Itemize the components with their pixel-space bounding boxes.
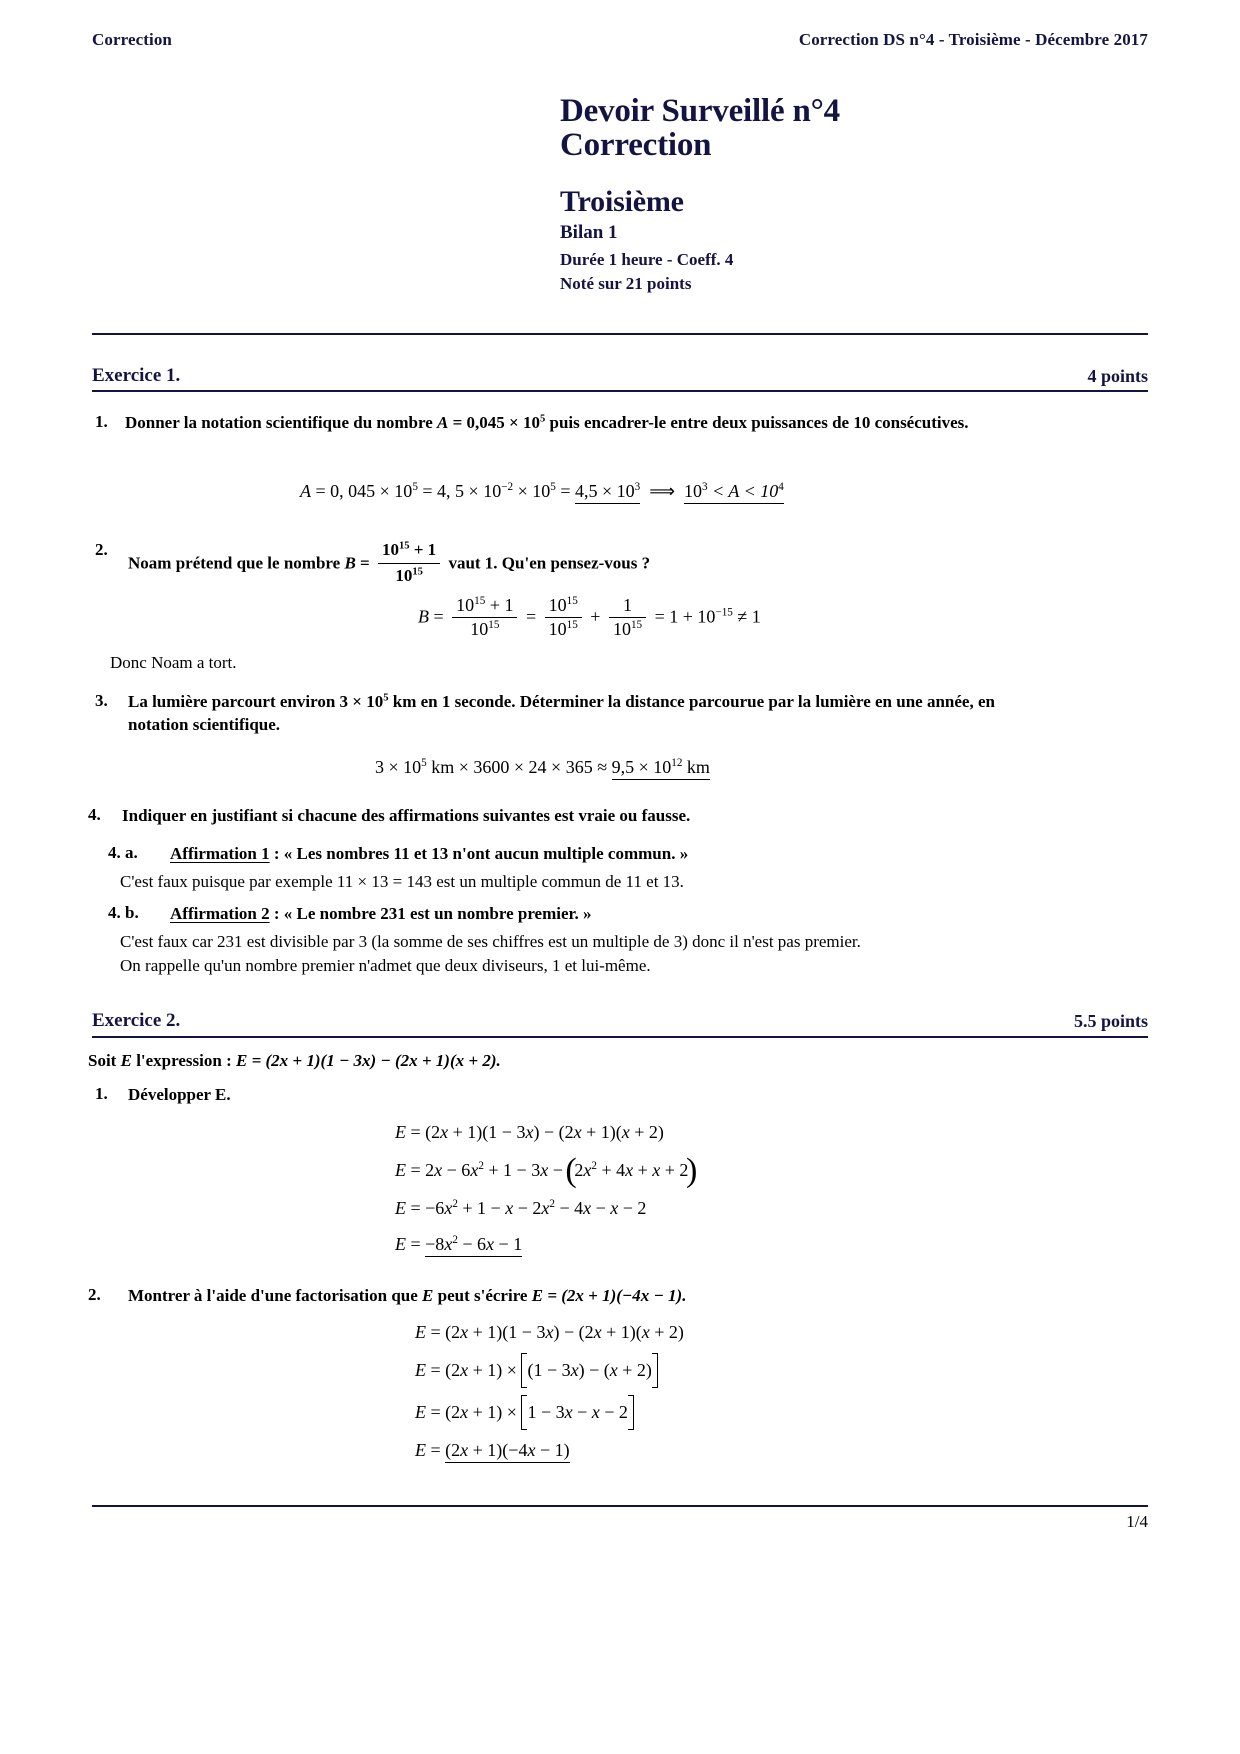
q3-math-result: $9,5 \times 10^{12}$ km (612, 757, 710, 780)
e2-q2-line4: E = (2x + 1)(−4x − 1) (415, 1440, 570, 1461)
title-block (560, 95, 840, 294)
q1-math-frame: $10^3 < A < 10^4$ (684, 481, 784, 504)
q1-math: A = 0, $045 \times 10^5 = 4$, $5 \times 10^{-2} \times 10^5 = 4,5 \times 10^3$ ⟹ $10^3 < A < 10^4$ (300, 481, 784, 502)
assessment-name: Bilan 1 (560, 221, 618, 243)
q1-number: 1. (95, 412, 108, 431)
q1-text-b: = 0,045 × 10 (448, 413, 540, 432)
exercise-1-divider (92, 390, 1148, 392)
q1-math-result: $4,5 \times 10^3$ (575, 481, 640, 504)
q4-number: 4. (88, 805, 101, 824)
q1-exp: 5 (540, 413, 546, 425)
q4b-number: 4. b. (108, 903, 139, 922)
e2-q1-line1: E = (2x + 1)(1 − 3x) − (2x + 1)(x + 2) (395, 1122, 664, 1142)
q2-math-frac1: $\frac{10^{15} + 1}{10^{15}}$ (452, 595, 517, 640)
exercise-1-title: Exercice 1. (92, 365, 181, 386)
q1-math-s2: 4, 5 × 10 (437, 481, 502, 501)
e2-q1-line4: $E = -8x^2 - 6x - 1$ (395, 1234, 522, 1255)
e2-q1-number: 1. (95, 1084, 108, 1103)
q4b-statement: Affirmation 2 : « Le nombre 231 est un nombre premier. » (170, 904, 592, 923)
e2-q2-line1: E = (2x + 1)(1 − 3x) − (2x + 1)(x + 2) (415, 1322, 684, 1342)
total-points: Noté sur 21 points (560, 273, 692, 293)
implies-arrow-icon: ⟹ (649, 481, 676, 501)
q4a-answer: C'est faux puisque par exemple 11 × 13 = 143 est un multiple commun de 11 et 13. (120, 872, 684, 891)
q1-math-s1e: 5 (412, 481, 418, 493)
document-title (560, 95, 840, 162)
q2-text-b: vaut 1. Qu'en pensez-vous ? (444, 553, 651, 573)
q2-math-tail: 1 + 10 (669, 606, 716, 627)
q2-math: B = $\frac{10^{15} + 1}{10^{15}}$ = $\frac{10^{15}}{10^{15}}$ + $\frac{1}{10^{15}}$ = $1 + 10^{-15} \ne 1$ (418, 595, 761, 639)
q2-number: 2. (95, 540, 108, 559)
q3-text-a: La lumière parcourt environ 3 × 10 (128, 692, 384, 711)
e2-q2-number: 2. (88, 1285, 101, 1304)
running-head-left: Correction (92, 30, 172, 49)
q2-math-frac3: $\frac{1}{10^{15}}$ (609, 595, 646, 640)
e2-q2-text: Montrer à l'aide d'une factorisation que E peut s'écrire E = (2x + 1)(−4x − 1). (128, 1286, 687, 1305)
q4-text: Indiquer en justifiant si chacune des affirmations suivantes est vraie ou fausse. (122, 806, 691, 825)
q2-var: B (344, 553, 356, 573)
q1-var: A (437, 413, 449, 432)
duration-coefficient: Durée 1 heure - Coeff. 4 (560, 249, 734, 269)
q3-number: 3. (95, 691, 108, 710)
exercise-1-header (92, 365, 1148, 387)
exercise-2-intro: Soit E l'expression : E = (2x + 1)(1 − 3x) − (2x + 1)(x + 2). (88, 1051, 501, 1070)
exercise-2-divider (92, 1036, 1148, 1038)
header-divider (92, 333, 1148, 335)
q1-text-a: Donner la notation scientifique du nombre (125, 413, 438, 432)
q2-text-a: Noam prétend que le nombre (128, 553, 345, 573)
q1-math-s2e: −2 (501, 481, 514, 493)
e2-q2-target-form: E = (2x + 1)(−4x − 1). (531, 1286, 687, 1305)
exercise-2-title: Exercice 2. (92, 1010, 181, 1031)
q4a-statement: Affirmation 1 : « Les nombres 11 et 13 n'ont aucun multiple commun. » (170, 844, 689, 863)
q4b-answer-line2: On rappelle qu'un nombre premier n'admet que deux diviseurs, 1 et lui-même. (120, 956, 651, 975)
q1-text (125, 412, 1020, 435)
exercise-2-header (92, 1010, 1148, 1032)
e2-q2-line3: E = (2x + 1) × 1 − 3x − x − 2 (415, 1402, 634, 1423)
exercise-1-points: 4 points (1087, 366, 1148, 386)
q1-text-c: puis encadrer-le entre deux puissances de 10 consécutives. (545, 413, 969, 432)
q2-text: Noam prétend que le nombre B = $\frac{10^{15} + 1}{10^{15}}$ vaut 1. Qu'en pensez-vous ? (128, 540, 1028, 589)
exercise-2-points: 5.5 points (1073, 1011, 1148, 1031)
footer-divider (92, 1505, 1148, 1507)
e2-q2-line2: E = (2x + 1) × (1 − 3x) − (x + 2) (415, 1360, 658, 1381)
e2-q1-line2: $E = 2x - 6x^2 + 1 - 3x$ − ( $2x^2 + 4x + x + 2$ ) (395, 1160, 695, 1181)
q1-math-lhs: A (300, 481, 311, 501)
q1-math-s2b: × 10 (513, 481, 551, 501)
class-level: Troisième (560, 185, 684, 219)
e2-q1-text: Développer E. (128, 1085, 231, 1104)
q2-conclusion: Donc Noam a tort. (110, 653, 237, 672)
document-title-line2: Correction (560, 126, 712, 163)
q1-math-s2be: 5 (550, 481, 556, 493)
q2-inline-fraction: $\frac{10^{15} + 1}{10^{15}}$ (378, 539, 440, 588)
page-number: 1/4 (1126, 1512, 1148, 1531)
q2-math-frac2: $\frac{10^{15}}{10^{15}}$ (545, 595, 582, 640)
q4a-label: Affirmation 1 (170, 844, 270, 863)
running-head-right: Correction DS n°4 - Troisième - Décembre 2017 (798, 30, 1148, 49)
q4b-label: Affirmation 2 (170, 904, 270, 923)
exercise-2-expression: E = (2x + 1)(1 − 3x) − (2x + 1)(x + 2). (236, 1051, 501, 1070)
q4b-answer-line1: C'est faux car 231 est divisible par 3 (la somme de ses chiffres est un multiple de 3) donc il n'est pas premier. (120, 932, 861, 951)
e2-q1-line3: $E = -6x^2 + 1 - x - 2x^2 - 4x - x - 2$ (395, 1198, 647, 1218)
q2-math-lhs: B (418, 606, 429, 627)
q3-text: La lumière parcourt environ $3 \times 10^5$ km en 1 seconde. Déterminer la distance parcourue par la lumière en une année, en notation scientifique. (128, 692, 995, 734)
q3-math: $3 \times 10^5$ km × $3600 \times 24 \times 365 \approx 9,5 \times 10^{12}$ km (375, 757, 710, 778)
q3-text-b: km en 1 seconde. Déterminer la distance parcourue par la lumière en une année, en notation scientifique. (128, 692, 995, 734)
document-title-line1: Devoir Surveillé n°4 (560, 93, 840, 129)
running-head (92, 30, 1148, 50)
q4a-number: 4. a. (108, 843, 138, 862)
q1-math-s1: 0, 045 × 10 (330, 481, 413, 501)
